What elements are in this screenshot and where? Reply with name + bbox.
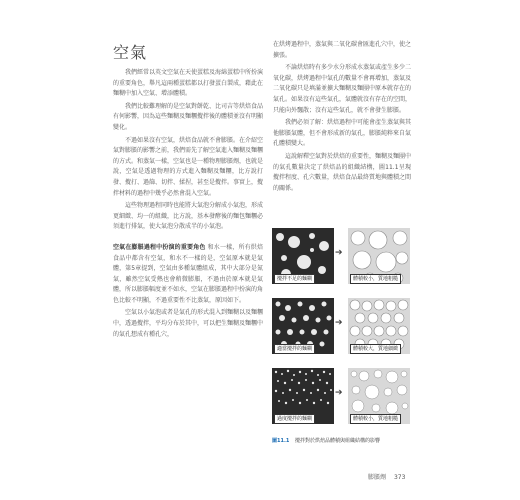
paragraph: 不論烘焙時有多少水分形成水蒸氣或產生多少二氧化碳，烘烤過程中氣孔的數量不會再增加，蒸氣及二氧化碳只是填滿並擴大麵糊及麵團中原本就存在的氣孔。如果沒有這些氣孔，氣體就沒有存在的空間，只能向外飄散；沒有這些氣孔，就不會發生膨脹。 (273, 64, 412, 114)
figure-11-1 (272, 228, 412, 460)
subsection-heading: 空氣在膨脹過程中扮演的重要角色 (113, 243, 206, 251)
left-column (113, 68, 263, 340)
figure-label: 體積較小，質地粗糙 (350, 274, 401, 284)
arrow-icon: ➔ (335, 248, 343, 258)
paragraph: 我們必須了解：烘焙過程中可能會產生蒸氣與其他膨脹氣體，但不會形成新的氣孔，膨脹純粹來自氣孔體積變大。 (273, 119, 412, 148)
figure-label: 過度攪拌的麵糊 (274, 414, 315, 424)
figure-label: 適當攪拌的麵糊 (274, 344, 315, 354)
arrow-icon: ➔ (335, 318, 343, 328)
right-column (273, 40, 411, 194)
arrow-icon: ➔ (335, 388, 343, 398)
figure-row (272, 298, 412, 358)
paragraph: 這說解釋空氣對於烘焙的重要性，麵糊及麵團中的氣孔數量決定了烘焙品的組織結構，圖11.1呈現攪拌程度、孔穴數量，烘焙食品最終質地與體積之間的關係。 (273, 152, 412, 192)
page-footer (368, 472, 405, 481)
figure-row (272, 228, 412, 288)
figure-number: 圖11.1 (272, 438, 290, 444)
paragraph (113, 243, 263, 307)
paragraph: 我們比較難理解的是空氣對餅乾、比司吉等烘焙食品有何影響，因為這些麵糊及麵糰攪拌後的體積並沒有明顯變化。 (113, 102, 264, 131)
page-number: 373 (393, 474, 406, 481)
paragraph: 空氣以小氣泡或者是氣孔的形式混入到麵糊以及麵糰中，透過攪拌，平均分布於其中，可以把生麵糊及麵糰中的氣孔想成有種孔穴， (113, 309, 264, 338)
chapter-name: 膨脹劑 (368, 474, 387, 481)
figure-label: 體積較小，質地粗糙 (350, 414, 401, 424)
paragraph-text: 和水一樣，所有烘焙食品中都含有空氣，和水不一樣的是，空氣原本就是氣體，第5章提到，空氣由多種氣體組成，其中大部分是氮氣，雖然空氣受熱也會稍微膨脹，不過由於原本就是氣體，所以膨脹幅度並不如水，空氣在膨脹過程中扮演的角色比較不明顯，不過重要性不比蒸氣，原因如下。 (113, 243, 264, 304)
figure-caption (272, 437, 422, 444)
paragraph: 不過如果沒有空氣，烘焙食品就不會膨脹。在介紹空氣對膨脹的影響之前，我們需先了解空氣進入麵糊及麵糰的方式。和蒸氣一樣，空氣也是一種物理膨脹劑，也就是說，空氣是透過物理的方式進入麵糊及麵糰，比方說打發、攪打、過篩、切拌、揉捏，甚至是攪拌。事實上，攪拌材料的過程中幾乎必然會混入空氣。 (113, 136, 264, 197)
figure-row (272, 368, 412, 428)
paragraph: 在烘烤過程中，蒸氣與二氧化碳會匯進孔穴中，使之擴張。 (273, 41, 412, 59)
figure-caption-text: 攪拌對於烘焙品體積與組織結構的影響 (294, 438, 380, 444)
paragraph: 我們經常以英文空氣在天使蛋糕及海綿蛋糕中所扮演的重要角色，舉凡這兩種蛋糕都以打發蛋白製成，藉此在麵糊中加入空氣、增添體積。 (113, 69, 264, 98)
figure-label: 體積較大，質地細緻 (350, 344, 401, 354)
figure-label: 攪拌不足的麵糊 (274, 274, 315, 284)
paragraph: 這些物理過程同時也能將大氣泡分解成小氣泡，形成更細緻、均一的組織，比方說，基本發酵後的麵包麵糰必須進行排氣，使大氣泡分散成半的小氣泡。 (113, 202, 264, 231)
section-heading: 空氣 (113, 43, 148, 62)
